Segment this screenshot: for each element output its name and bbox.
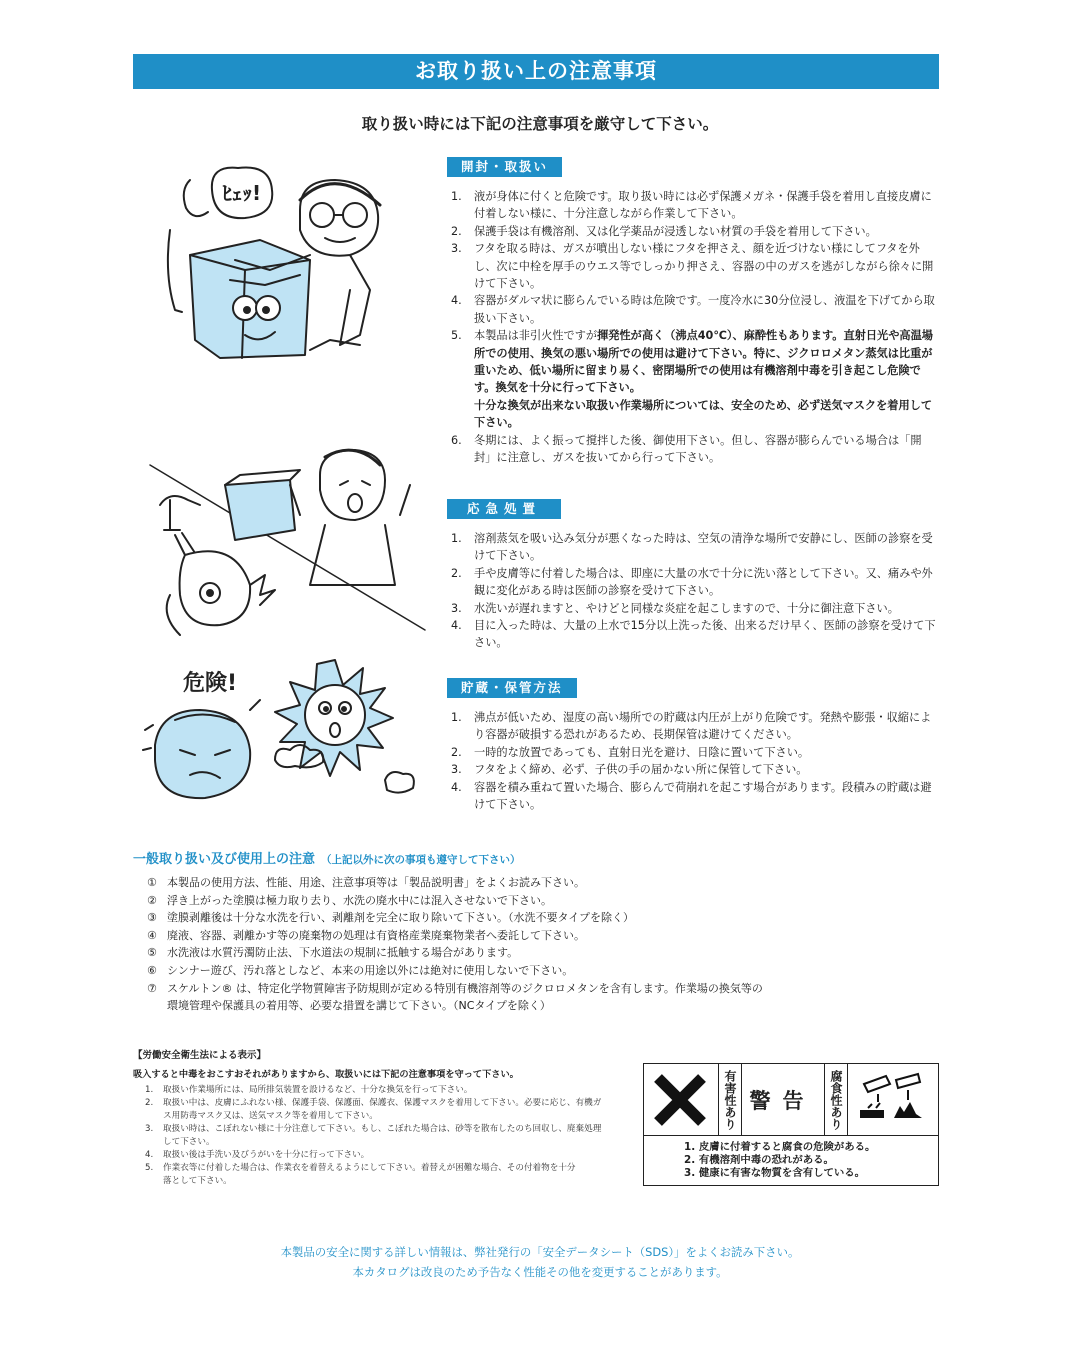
general-notes-title: 一般取り扱い及び使用上の注意 （上記以外に次の事項も遵守して下さい） — [133, 852, 521, 867]
hazard-warning-list — [684, 1141, 875, 1180]
list-item: 3. 取扱い時は、こぼれない様に十分注意して下さい。もし、こぼれた場合は、砂等を散布したのち回収し、廃棄処理して下さい。 — [145, 1124, 602, 1147]
list-item: ② 浮き上がった塗膜は極力取り去り、水洗の廃水中には混入させないで下さい。 — [147, 893, 552, 907]
list-item: 1. 取扱い作業場所には、局所排気装置を設けるなど、十分な換気を行って下さい。 — [145, 1085, 473, 1095]
list-item: 2. 有機溶剤中毒の恐れがある。 — [684, 1154, 834, 1166]
list-item: 4. 容器を積み重ねて置いた場合、膨らんで荷崩れを起こす場合があります。段積みの貯蔵は避けて下さい。 — [451, 780, 932, 812]
section-label-emergency: 応急処置 — [447, 499, 561, 519]
list-item: 3. 水洗いが遅れますと、やけどと同様な炎症を起こしますので、十分に御注意下さい。 — [451, 601, 899, 615]
illustration-opening-can — [150, 160, 420, 360]
section-label-handling: 開封・取扱い — [447, 157, 562, 177]
list-item: 4. 取扱い後は手洗い及びうがいを十分に行って下さい。 — [145, 1150, 370, 1160]
illustration-shout-text: ﾋｪｯ! — [222, 181, 262, 205]
list-item: ① 本製品の使用方法、性能、用途、注意事項等は「製品説明書」をよくお読み下さい。 — [147, 876, 585, 889]
list-item: 2. 手や皮膚等に付着した場合は、即座に大量の水で十分に洗い落として下さい。又、痛みや外観に変化がある時は医師の診察を受けて下さい。 — [451, 566, 933, 598]
illustration-danger-text: 危険! — [183, 671, 238, 696]
emergency-list — [447, 530, 937, 652]
hazard-warning-header — [644, 1064, 938, 1136]
illustration-storage-danger — [135, 650, 420, 810]
bulging-can — [155, 710, 250, 798]
general-notes-subnote: （上記以外に次の事項も遵守して下さい） — [321, 854, 521, 866]
list-item: 2. 保護手袋は有機溶剤、又は化学薬品が浸透しない材質の手袋を着用して下さい。 — [451, 224, 877, 238]
list-item: 4. 容器がダルマ状に膨らんでいる時は危険です。一度冷水に30分位浸し、液温を下げてから取扱い下さい。 — [451, 294, 935, 325]
harmful-label-cell — [718, 1064, 742, 1135]
list-item: 1. 皮膚に付着すると腐食の危険がある。 — [684, 1141, 876, 1153]
law-notice-lead: 吸入すると中毒をおこすおそれがありますから、取扱いには下記の注意事項を守って下さい。 — [133, 1069, 519, 1080]
law-notice-title: 【労働安全衛生法による表示】 — [133, 1050, 267, 1061]
list-item: 3. フタをよく締め、必ず、子供の手の届かない所に保管して下さい。 — [451, 763, 808, 777]
list-item: 2. 一時的な放置であっても、直射日光を避け、日陰に置いて下さい。 — [451, 745, 810, 759]
list-item: 2. 取扱い中は、皮膚にふれない様、保護手袋、保護面、保護衣、保護マスクを着用して下さい。必要に応じ、有機ガス用防毒マスク又は、送気マスク等を着用して下さい。 — [145, 1098, 602, 1121]
list-item: ⑤ 水洗液は水質汚濁防止法、下水道法の規制に抵触する場合があります。 — [147, 946, 519, 960]
list-item: 1. 液が身体に付くと危険です。取り扱い時には必ず保護メガネ・保護手袋を着用し直接皮膚に付着しない様に、十分注意しながら作業して下さい。 — [451, 190, 932, 221]
corrosive-label-cell — [824, 1064, 848, 1135]
list-item: 3. 健康に有害な物質を含有している。 — [684, 1167, 866, 1179]
list-item: 6. 冬期には、よく振って撹拌した後、御使用下さい。但し、容器が膨らんでいる場合は「開封」に注意し、ガスを抜いてから行って下さい。 — [451, 433, 922, 465]
warning-title: 警告 — [749, 1088, 816, 1113]
corrosive-label: 腐食性あり — [829, 1069, 843, 1130]
corrosive-icon — [856, 1070, 926, 1130]
section-label-storage: 貯蔵・保管方法 — [447, 678, 577, 698]
list-item: ⑦ スケルトン® は、特定化学物質障害予防規則が定める特別有機溶剤等のジクロロメタンを含有します。作業場の換気等の環境管理や保護具の着用等、必要な措置を講じて下さい。（NCタイプを除く） — [147, 981, 763, 1013]
list-item: 1. 沸点が低いため、湿度の高い場所での貯蔵は内圧が上がり危険です。発熱や膨張・収縮により容器が破損する恐れがあるため、長期保管は避けてください。 — [451, 711, 932, 742]
footer-catalog-note: 本カタログは改良のため予告なく性能その他を変更することがあります。 — [352, 1265, 728, 1279]
general-notes-list — [147, 874, 947, 1015]
page-title: お取り扱い上の注意事項 — [415, 59, 657, 83]
harmful-x-icon — [652, 1072, 708, 1128]
law-notice-list — [145, 1084, 615, 1188]
list-item: 3. フタを取る時は、ガスが噴出しない様にフタを押さえ、顔を近づけない様にしてフタを外し、次に中栓を厚手のウエス等でしっかり押さえ、容器の中のガスを逃がしながら徐々に開けて下さい。 — [451, 242, 934, 291]
list-item: ⑥ シンナー遊び、汚れ落としなど、本来の用途以外には絶対に使用しないで下さい。 — [147, 963, 574, 977]
warning-title-cell — [741, 1064, 824, 1135]
list-item: 5. 本製品は非引火性ですが揮発性が高く（沸点40℃）、麻酔性もあります。直射日光や高温場所での使用、換気の悪い場所での使用は避けて下さい。特に、ジクロロメタン蒸気は比重が重いため、低い場所に留まり易く、密閉場所での使用は有機溶剤中毒を引き起こし危険です。換気を十分に行って下さい。 十分な換気が出来ない取扱い作業場所については、安全のため、必ず送気マスクを着用して下さい。 — [451, 329, 933, 430]
list-item: ③ 塗膜剥離後は十分な水洗を行い、剥離剤を完全に取り除いて下さい。（水洗不要タイプを除く） — [147, 911, 634, 925]
list-item: 4. 目に入った時は、大量の上水で15分以上洗った後、出来るだけ早く、医師の診察を受けて下さい。 — [451, 619, 936, 650]
harmful-label: 有害性あり — [723, 1069, 737, 1130]
list-item: 5. 作業衣等に付着した場合は、作業衣を着替えるようにして下さい。着替えが困難な場合、その付着物を十分落として下さい。 — [145, 1163, 576, 1186]
page-title-banner — [133, 54, 939, 89]
hazard-warning-label — [643, 1063, 939, 1186]
list-item: ④ 廃液、容器、剥離かす等の廃棄物の処理は有資格産業廃棄物業者へ委託して下さい。 — [147, 928, 585, 942]
list-item: 1. 溶剤蒸気を吸い込み気分が悪くなった時は、空気の清浄な場所で安静にし、医師の診察を受けて下さい。 — [451, 532, 933, 563]
handling-list — [447, 188, 937, 467]
illustration-first-aid — [140, 445, 430, 645]
storage-list — [447, 709, 937, 813]
footer-sds-note: 本製品の安全に関する詳しい情報は、弊社発行の「安全データシート（SDS）」をよくお読み下さい。 — [280, 1245, 800, 1259]
page-subtitle: 取り扱い時には下記の注意事項を厳守して下さい。 — [361, 115, 719, 133]
